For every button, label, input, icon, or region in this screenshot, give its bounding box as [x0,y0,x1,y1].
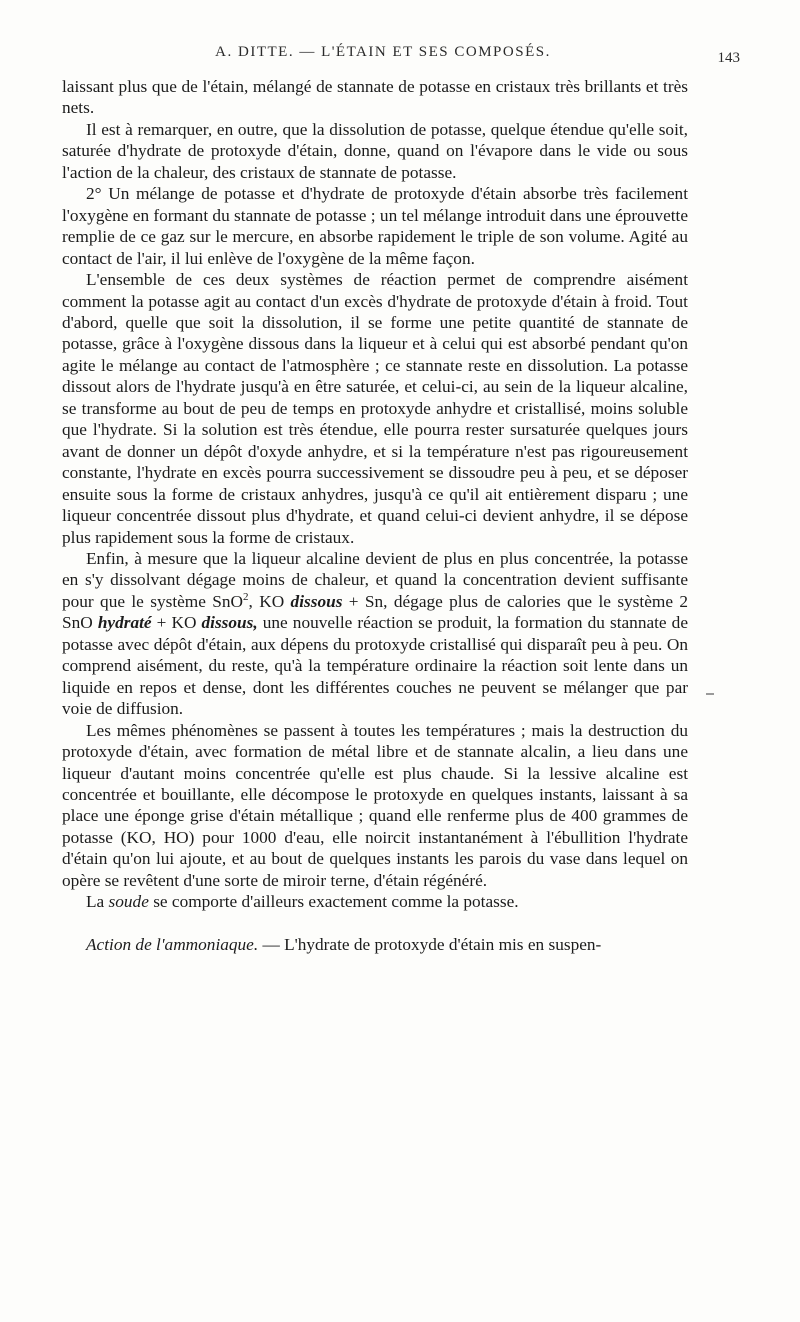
emphasis-text: dissous [290,591,343,611]
italic-text: Action de l'ammoniaque. [86,934,259,954]
running-title: A. DITTE. — L'ÉTAIN ET SES COMPOSÉS. [215,44,551,60]
paragraph [62,119,688,183]
margin-mark [706,693,714,695]
paragraph [62,934,688,955]
text-run: + Sn, dégage plus de calories que le système 2 SnO [62,591,689,633]
paragraph-gap [62,913,688,934]
text-run: Les mêmes phénomènes se passent à toutes les températures ; mais la destruction du protoxyde d'étain, avec formation de métal libre et de stannate alcalin, a lieu dans une liqueur d'autant moins concentrée qu'elle est plus chaude. Si la lessive alcaline est concentrée et bouillante, elle décompose le protoxyde en quelques instants, laissant à sa place une éponge grise d'étain métallique ; quand elle renferme plus de 400 grammes de potasse (KO, HO) pour 1000 d'eau, elle noircit instantanément à l'ébullition l'hydrate d'étain qu'on lui ajoute, et au bout de quelques instants les parois du vase dans lequel on opère se revêtent d'une sorte de miroir terne, d'étain régénéré. [62,720,688,890]
text-run: La [86,892,109,912]
page-header [62,44,740,72]
emphasis-text: dissous, [201,613,258,633]
text-run: Il est à remarquer, en outre, que la dissolution de potasse, quelque étendue qu'elle soit, saturée d'hydrate de protoxyde d'étain, donne, quand on l'évapore dans le vide ou sous l'action de la chaleur, des cristaux de stannate de potasse. [62,119,688,182]
paragraph [62,720,688,892]
text-run: L'ensemble de ces deux systèmes de réaction permet de comprendre aisément comment la potasse agit au contact d'un excès d'hydrate de protoxyde d'étain à froid. Tout d'abord, quelle que soit la dissolution, il se forme une petite quantité de stannate de potasse, grâce à l'oxygène dissous dans la liqueur et à celui qui est absorbé pendant qu'on agite le mélange au contact de l'atmosphère ; ce stannate reste en dissolution. La potasse dissout alors de l'hydrate jusqu'à en être saturée, et celui-ci, au sein de la liqueur alcaline, se transforme au bout de peu de temps en protoxyde anhydre et cristallisé, moins soluble que l'hydrate. Si la solution est très étendue, elle pourra rester sursaturée quelques jours avant de donner un dépôt d'oxyde anhydre, et si la température n'est pas rigoureusement constante, l'hydrate en excès pourra successivement se dissoudre peu à peu, et se déposer ensuite sous la forme de cristaux anhydres, jusqu'à ce qu'il ait entièrement disparu ; une liqueur concentrée dissout plus d'hydrate, et quand celui-ci devient anhydre, il se dépose plus rapidement sous la forme de cristaux. [62,270,688,547]
text-run: se comporte d'ailleurs exactement comme la potasse. [148,892,519,912]
paragraph [62,183,688,269]
paragraph-continuation [62,76,688,119]
text-run: + KO [151,613,202,633]
paragraph [62,269,688,548]
body-text [62,76,688,955]
text-run: , KO [248,591,291,611]
text-run: — L'hydrate de protoxyde d'étain mis en suspen- [258,934,602,954]
text-run: laissant plus que de l'étain, mélangé de stannate de potasse en cristaux très brillants et très nets. [62,77,688,118]
emphasis-text: hydraté [97,613,152,633]
text-run: Enfin, à mesure que la liqueur alcaline devient de plus en plus concentrée, la potasse en s'y dissolvant dégage moins de chaleur, et quand la concentration devient suffisante pour que le système SnO [62,548,688,611]
text-run: une nouvelle réaction se produit, la formation du stannate de potasse avec dépôt d'étain, aux dépens du protoxyde cristallisé qui disparaît peu à peu. On comprend aisément, du reste, qu'à la température ordinaire la réaction soit lente dans un liquide en repos et dense, dont les différentes couches ne peuvent se mélanger que par voie de diffusion. [62,613,688,719]
page-number: 143 [717,50,740,66]
text-run: 2° Un mélange de potasse et d'hydrate de protoxyde d'étain absorbe très facilement l'oxygène en formant du stannate de potasse ; un tel mélange introduit dans une éprouvette remplie de ce gaz sur le mercure, en absorbe rapidement le triple de son volume. Agité au contact de l'air, il lui enlève de l'oxygène de la même façon. [62,184,689,268]
paragraph [62,548,688,720]
superscript: 2 [243,591,249,604]
italic-text: soude [108,892,149,912]
paragraph [62,891,688,912]
